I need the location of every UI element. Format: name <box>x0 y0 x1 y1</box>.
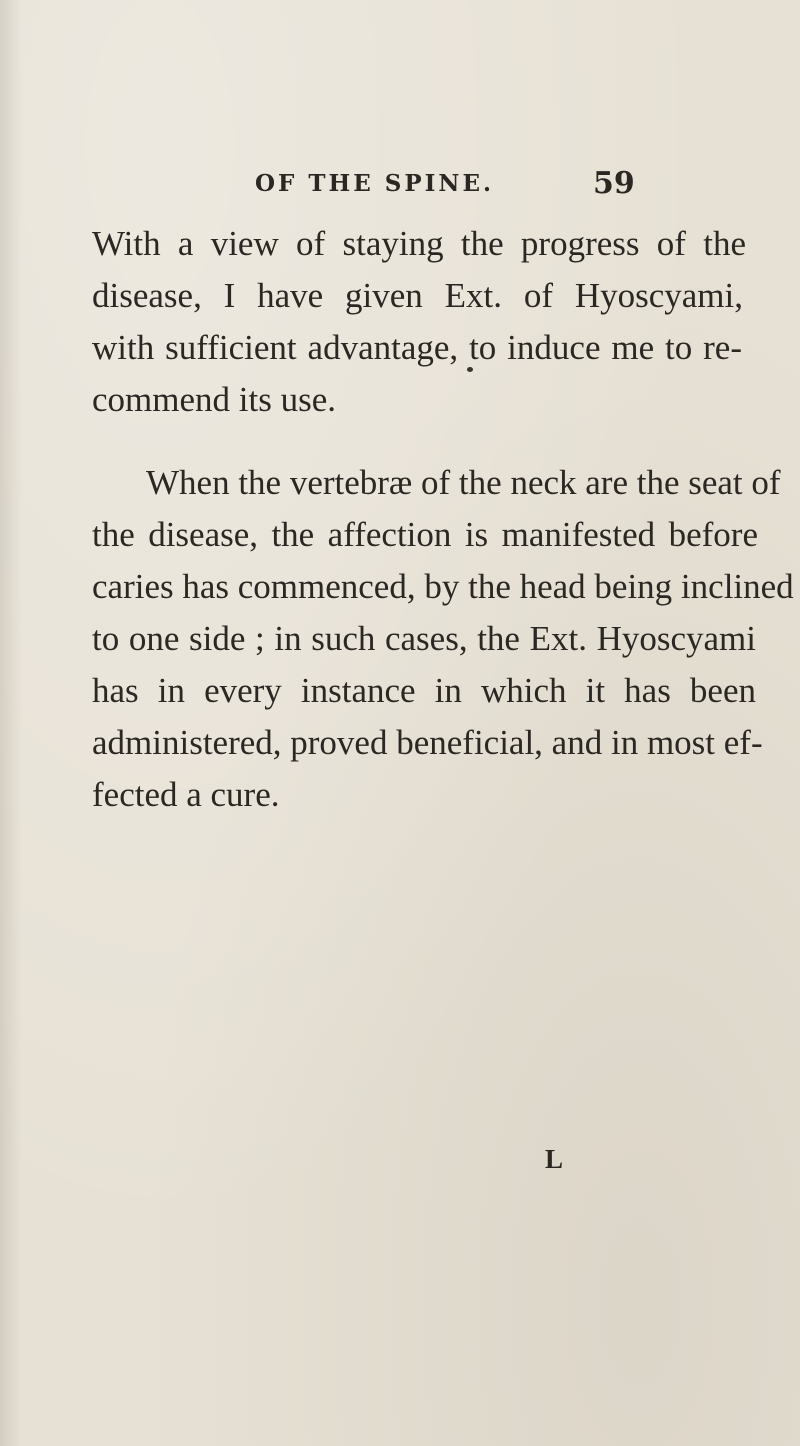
text-line: When the vertebræ of the neck are the seat of <box>146 463 781 502</box>
running-head <box>0 160 800 204</box>
text-line: disease, I have given Ext. of Hyoscyami, <box>92 276 743 315</box>
signature-mark: L <box>545 1144 564 1174</box>
text-line: administered, proved beneficial, and in most ef- <box>92 723 763 762</box>
ink-speck <box>467 367 473 372</box>
text-line: has in every instance in which it has been <box>92 671 756 710</box>
text-line: fected a cure. <box>92 775 280 814</box>
text-line: commend its use. <box>92 380 336 419</box>
text-line: With a view of staying the progress of the <box>92 224 746 263</box>
text-line: to one side ; in such cases, the Ext. Hyoscyami <box>92 619 756 658</box>
gutter-shadow <box>0 0 22 1446</box>
text-line: the disease, the affection is manifested before <box>92 515 758 554</box>
page-number: 59 <box>593 166 635 201</box>
running-title: OF THE SPINE. <box>255 170 494 197</box>
text-line: with sufficient advantage, to induce me to re- <box>92 328 742 367</box>
text-line: caries has commenced, by the head being inclined <box>92 567 794 606</box>
